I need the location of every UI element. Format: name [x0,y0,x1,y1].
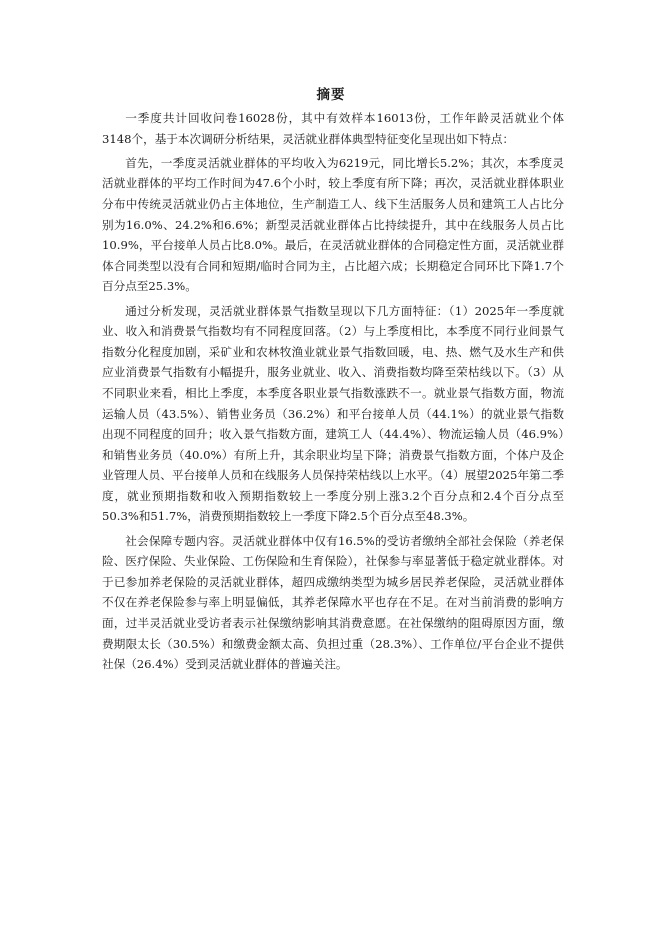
paragraph-sentiment-index: 通过分析发现，灵活就业群体景气指数呈现以下几方面特征：（1）2025年一季度就业、收入和消费景气指数均有不同程度回落。（2）与上季度相比，本季度不同行业间景气指数分化程度加剧，采矿业和农林牧渔业就业景气指数回暖，电、热、燃气及水生产和供应业消费景气指数有小幅提升，服务业就业、收入、消费指数均降至荣枯线以下。（3）从不同职业来看，相比上季度，本季度各职业景气指数涨跌不一。就业景气指数方面，物流运输人员（43.5%）、销售业务员（36.2%）和平台接单人员（44.1%）的就业景气指数出现不同程度的回升；收入景气指数方面，建筑工人（44.4%）、物流运输人员（46.9%）和销售业务员（40.0%）有所上升，其余职业均呈下降；消费景气指数方面，个体户及企业管理人员、平台接单人员和在线服务人员保持荣枯线以上水平。（4）展望2025年第二季度，就业预期指数和收入预期指数较上一季度分别上涨3.2个百分点和2.4个百分点至50.3%和51.7%，消费预期指数较上一季度下降2.5个百分点至48.3%。 [102,303,564,524]
paragraph-social-security: 社会保障专题内容。灵活就业群体中仅有16.5%的受访者缴纳全部社会保险（养老保险、医疗保险、失业保险、工伤保险和生育保险），社保参与率显著低于稳定就业群体。对于已参加养老保险的灵活就业群体，超四成缴纳类型为城乡居民养老保险，灵活就业群体不仅在养老保险参与率上明显偏低，其养老保障水平也存在不足。在对当前消费的影响方面，过半灵活就业受访者表示社保缴纳影响其消费意愿。在社保缴纳的阻碍原因方面，缴费期限太长（30.5%）和缴费金额太高、负担过重（28.3%）、工作单位/平台企业不提供社保（26.4%）受到灵活就业群体的普遍关注。 [102,533,564,672]
abstract-body [102,108,564,678]
paragraph-group-characteristics: 首先，一季度灵活就业群体的平均收入为6219元，同比增长5.2%；其次，本季度灵活就业群体的平均工作时间为47.6个小时，较上季度有所下降；再次，灵活就业群体职业分布中传统灵活就业仍占主体地位，生产制造工人、线下生活服务人员和建筑工人占比分别为16.0%、24.2%和6.6%；新型灵活就业群体占比持续提升，其中在线服务人员占比10.9%，平台接单人员占比8.0%。最后，在灵活就业群体的合同稳定性方面，灵活就业群体合同类型以没有合同和短期/临时合同为主，占比超六成；长期稳定合同环比下降1.7个百分点至25.3%。 [102,155,564,294]
paragraph-survey-summary: 一季度共计回收问卷16028份，其中有效样本16013份，工作年龄灵活就业个体3148个，基于本次调研分析结果，灵活就业群体典型特征变化呈现出如下特点： [102,111,564,146]
abstract-title: 摘要 [316,87,346,103]
